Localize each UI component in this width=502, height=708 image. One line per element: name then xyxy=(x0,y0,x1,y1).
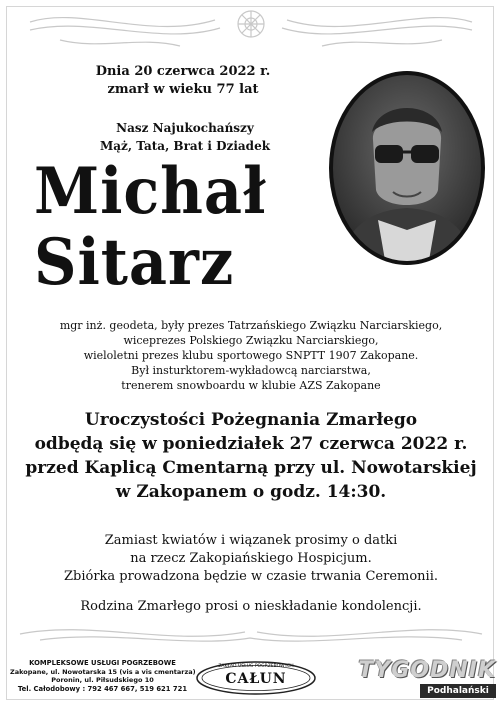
ceremony-details xyxy=(10,408,492,504)
bottom-ornament xyxy=(0,618,502,648)
company-address-1: Zakopane, ul. Nowotarska 15 (vis a vis cmentarza) xyxy=(10,667,196,676)
donation-line: Zbiórka prowadzona będzie w czasie trwania Ceremonii. xyxy=(63,569,439,584)
death-date-line: Dnia 20 czerwca 2022 r. xyxy=(95,64,271,79)
top-ornament xyxy=(0,0,502,60)
funeral-home-info xyxy=(10,659,195,693)
calun-badge-name: CAŁUN xyxy=(225,671,287,687)
intro-line-2: Mąż, Tata, Brat i Dziadek xyxy=(99,139,271,153)
donation-request xyxy=(20,532,482,586)
donation-line: Zamiast kwiatów i wiązanek prosimy o datki xyxy=(104,533,398,548)
ceremony-line: przed Kaplicą Cmentarną przy ul. Nowotarskiej xyxy=(25,458,477,478)
tygodnik-logo-subtitle: Podhalański xyxy=(420,684,496,698)
family-intro xyxy=(70,119,300,155)
company-title: KOMPLEKSOWE USŁUGI POGRZEBOWE xyxy=(29,659,176,667)
bio-line: Był insturktorem-wykładowcą narciarstwa, xyxy=(131,364,371,377)
last-name: Sitarz xyxy=(34,225,235,300)
bio-line: trenerem snowboardu w klubie AZS Zakopane xyxy=(121,379,381,392)
condolences-note: Rodzina Zmarłego prosi o nieskładanie kondolencji. xyxy=(80,599,422,614)
bio-line: mgr inż. geodeta, były prezes Tatrzańskiego Związku Narciarskiego, xyxy=(59,319,443,332)
calun-badge-caption: ZAKŁAD USŁUG POGRZEBOWYCH xyxy=(218,664,294,669)
ceremony-line: Uroczystości Pożegnania Zmarłego xyxy=(84,410,418,430)
donation-line: na rzecz Zakopiańskiego Hospicjum. xyxy=(130,551,372,566)
first-name: Michał xyxy=(34,154,267,229)
company-phone: Tel. Całodobowy : 792 467 667, 519 621 721 xyxy=(17,684,188,693)
portrait-photo xyxy=(328,70,486,266)
ceremony-line: w Zakopanem o godz. 14:30. xyxy=(115,482,387,502)
intro-line-1: Nasz Najukochańszy xyxy=(116,121,254,135)
ceremony-line: odbędą się w poniedziałek 27 czerwca 2022 r. xyxy=(34,434,468,454)
age-line: zmarł w wieku 77 lat xyxy=(107,82,259,97)
bio-line: wieloletni prezes klubu sportowego SNPTT 1907 Zakopane. xyxy=(83,349,419,362)
tygodnik-logo: TYGODNIK xyxy=(358,658,496,683)
biography xyxy=(20,318,482,393)
company-address-2: Poronin, ul. Piłsudskiego 10 xyxy=(51,676,154,684)
bio-line: wiceprezes Polskiego Związku Narciarskiego, xyxy=(123,334,379,347)
death-date xyxy=(88,63,278,99)
